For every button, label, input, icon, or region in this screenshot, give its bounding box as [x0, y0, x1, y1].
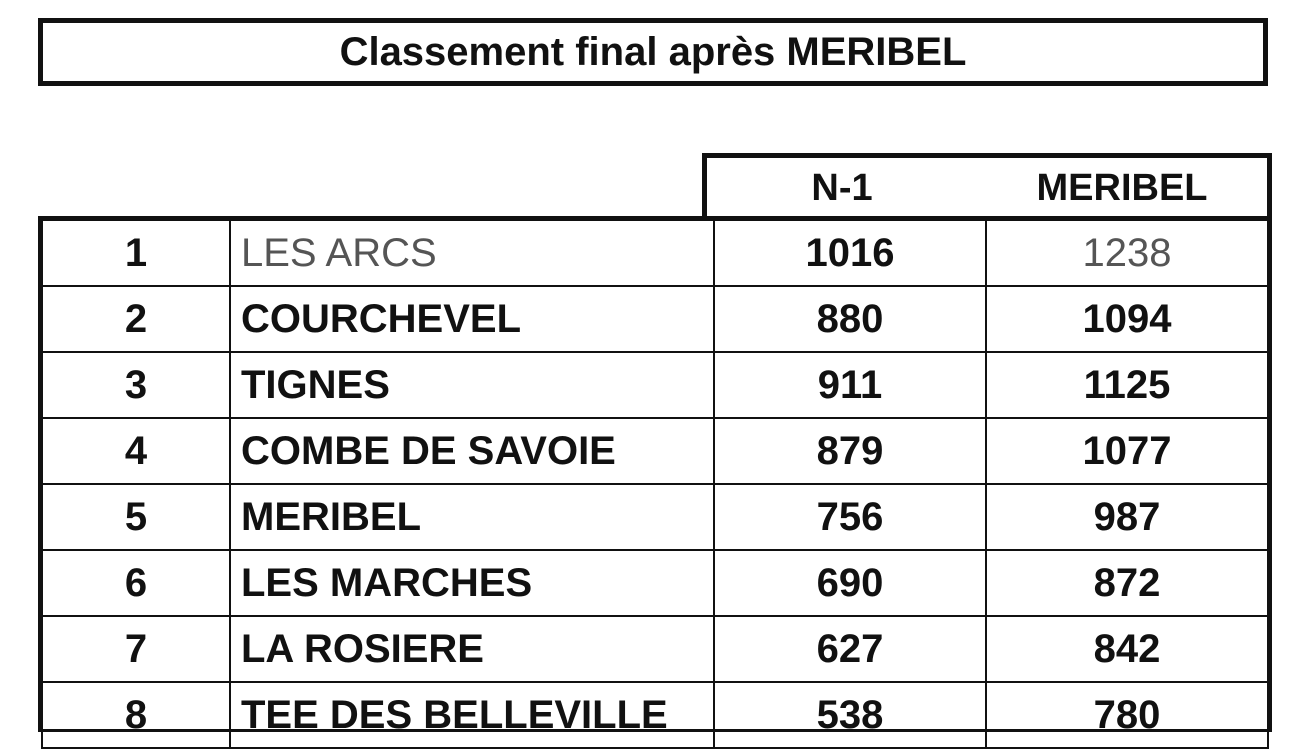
meribel-score-cell: 1125 [986, 352, 1268, 418]
n1-score-cell: 627 [714, 616, 986, 682]
meribel-score-cell: 1238 [986, 220, 1268, 286]
team-name-cell: MERIBEL [230, 484, 714, 550]
title-box [38, 18, 1268, 86]
table-row [42, 550, 1268, 616]
column-header-n1: N-1 [811, 167, 873, 209]
rank-cell: 5 [42, 484, 230, 550]
team-name-cell: TIGNES [230, 352, 714, 418]
meribel-score-cell: 872 [986, 550, 1268, 616]
team-name-cell: LES MARCHES [230, 550, 714, 616]
n1-score-cell: 911 [714, 352, 986, 418]
meribel-score-cell: 1094 [986, 286, 1268, 352]
team-name-cell: COMBE DE SAVOIE [230, 418, 714, 484]
meribel-score-cell: 780 [986, 682, 1268, 748]
n1-score-cell: 756 [714, 484, 986, 550]
rank-cell: 8 [42, 682, 230, 748]
ranking-table-grid [41, 219, 1269, 749]
table-row [42, 484, 1268, 550]
team-name-cell: LA ROSIERE [230, 616, 714, 682]
table-row [42, 418, 1268, 484]
table-row [42, 352, 1268, 418]
team-name-cell: LES ARCS [230, 220, 714, 286]
n1-score-cell: 690 [714, 550, 986, 616]
n1-score-cell: 880 [714, 286, 986, 352]
rank-cell: 4 [42, 418, 230, 484]
rank-cell: 3 [42, 352, 230, 418]
rank-cell: 2 [42, 286, 230, 352]
n1-score-cell: 538 [714, 682, 986, 748]
meribel-score-cell: 842 [986, 616, 1268, 682]
table-row [42, 286, 1268, 352]
rank-cell: 7 [42, 616, 230, 682]
n1-score-cell: 879 [714, 418, 986, 484]
rank-cell: 1 [42, 220, 230, 286]
team-name-cell: TEE DES BELLEVILLE [230, 682, 714, 748]
ranking-table [38, 216, 1272, 737]
n1-score-cell: 1016 [714, 220, 986, 286]
rank-cell: 6 [42, 550, 230, 616]
column-header-meribel: MERIBEL [1036, 167, 1208, 209]
table-row [42, 220, 1268, 286]
page-title: Classement final après MERIBEL [339, 29, 967, 74]
meribel-score-cell: 1077 [986, 418, 1268, 484]
table-row [42, 616, 1268, 682]
column-header-row [702, 153, 1272, 219]
table-row [42, 682, 1268, 748]
team-name-cell: COURCHEVEL [230, 286, 714, 352]
meribel-score-cell: 987 [986, 484, 1268, 550]
